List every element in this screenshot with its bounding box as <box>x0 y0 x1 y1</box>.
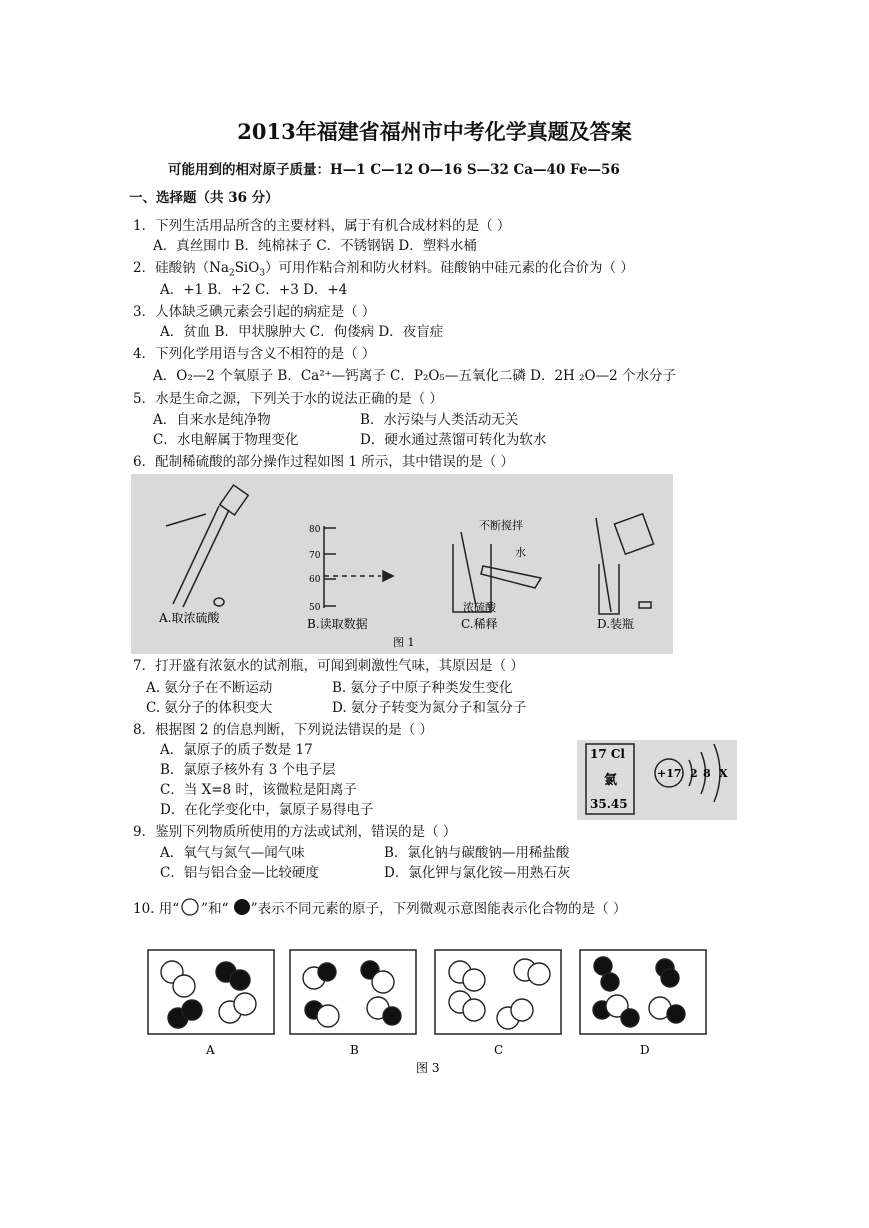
figure-3-label-c: C <box>494 1043 504 1057</box>
black-atom-icon <box>233 898 251 916</box>
molecules-a <box>161 961 256 1028</box>
figure-3-label-d: D <box>640 1043 650 1057</box>
molecules-c <box>449 959 550 1029</box>
question-8-option-a: A．氯原子的质子数是 17 <box>160 742 313 758</box>
figure-1-water-label: 水 <box>515 546 526 559</box>
question-1-options: A．真丝围巾 B．纯棉袜子 C．不锈钢锅 D．塑料水桶 <box>153 238 477 254</box>
question-1: 1．下列生活用品所含的主要材料，属于有机合成材料的是（ ） <box>133 218 511 234</box>
figure-1-tick-50: 50 <box>309 603 321 613</box>
question-10: 10. 用“ ”和“ ”表示不同元素的原子，下列微观示意图能表示化合物的是（ ） <box>133 898 626 919</box>
white-atom-icon <box>179 898 201 916</box>
figure-1-stir-label: 不断搅拌 <box>479 519 523 532</box>
figure-3-label-a: A <box>206 1043 215 1057</box>
question-8: 8．根据图 2 的信息判断，下列说法错误的是（ ） <box>133 722 434 738</box>
figure-3-label-b: B <box>350 1043 359 1057</box>
question-4-options: A．O₂—2 个氧原子 B．Ca²⁺—钙离子 C．P₂O₅—五氧化二磷 D．2H ₂O—2 个水分子 <box>153 368 676 384</box>
figure-1-label-c: C.稀释 <box>461 617 498 631</box>
question-5-option-c: C．水电解属于物理变化 <box>153 432 299 448</box>
question-7: 7．打开盛有浓氨水的试剂瓶，可闻到刺激性气味，其原因是（ ） <box>133 658 524 674</box>
question-7-option-b: B. 氨分子中原子种类发生变化 <box>332 680 513 696</box>
question-9-option-b: B．氯化钠与碳酸钠—用稀盐酸 <box>384 845 570 861</box>
figure-1-background <box>131 474 673 654</box>
question-8-option-b: B．氯原子核外有 3 个电子层 <box>160 762 336 778</box>
question-8-option-d: D．在化学变化中，氯原子易得电子 <box>160 802 374 818</box>
question-4: 4．下列化学用语与含义不相符的是（ ） <box>133 346 376 362</box>
electron-count-1: 2 <box>690 767 698 780</box>
question-3: 3．人体缺乏碘元素会引起的病症是（ ） <box>133 304 376 320</box>
question-5-option-d: D．硬水通过蒸馏可转化为软水 <box>360 432 547 448</box>
section-heading: 一、选择题（共 36 分） <box>129 190 279 206</box>
figure-1-label-d: D.装瓶 <box>597 617 635 631</box>
molecules-d <box>593 957 685 1027</box>
question-5-option-b: B．水污染与人类活动无关 <box>360 412 519 428</box>
question-9-option-a: A．氧气与氮气—闻气味 <box>160 845 305 861</box>
question-9-option-d: D．氯化钾与氯化铵—用熟石灰 <box>384 865 571 881</box>
question-7-option-d: D. 氨分子转变为氮分子和氢分子 <box>332 700 527 716</box>
figure-1 <box>131 474 673 654</box>
element-number: 17 Cl <box>590 747 625 761</box>
question-5-option-a: A．自来水是纯净物 <box>153 412 271 428</box>
figure-1-tick-60: 60 <box>309 575 321 585</box>
question-7-option-c: C. 氨分子的体积变大 <box>146 700 273 716</box>
nucleus-charge: +17 <box>657 767 682 780</box>
question-8-option-c: C．当 X=8 时，该微粒是阳离子 <box>160 782 357 798</box>
figure-1-label-b: B.读取数据 <box>307 617 368 631</box>
figure-1-label-a: A.取浓硫酸 <box>159 611 220 625</box>
page-title: 2013年福建省福州市中考化学真题及答案 <box>237 119 632 144</box>
question-7-option-a: A. 氨分子在不断运动 <box>146 680 273 696</box>
question-5: 5．水是生命之源，下列关于水的说法正确的是（ ） <box>133 391 443 407</box>
figure-1-acid-label: 浓硫酸 <box>463 601 496 614</box>
question-3-options: A．贫血 B．甲状腺肿大 C．佝偻病 D．夜盲症 <box>160 324 444 340</box>
electron-count-3: X <box>719 767 728 780</box>
question-6: 6．配制稀硫酸的部分操作过程如图 1 所示，其中错误的是（ ） <box>133 454 515 470</box>
molecules-b <box>303 961 401 1027</box>
figure-3 <box>140 940 720 1080</box>
figure-1-caption: 图 1 <box>393 636 415 649</box>
atomic-masses: 可能用到的相对原子质量：H—1 C—12 O—16 S—32 Ca—40 Fe—56 <box>168 162 620 178</box>
question-9-option-c: C．铝与铝合金—比较硬度 <box>160 865 319 881</box>
figure-2 <box>577 740 737 820</box>
element-name: 氯 <box>604 773 618 788</box>
figure-3-caption: 图 3 <box>416 1061 440 1075</box>
figure-1-tick-70: 70 <box>309 551 321 561</box>
element-mass: 35.45 <box>590 797 628 811</box>
figure-1-tick-80: 80 <box>309 525 321 535</box>
question-2-options: A．+1 B．+2 C．+3 D．+4 <box>160 282 348 298</box>
question-9: 9．鉴别下列物质所使用的方法或试剂，错误的是（ ） <box>133 824 457 840</box>
electron-count-2: 8 <box>703 767 711 780</box>
question-2: 2．硅酸钠$(Na_2SiO_3)$可用作粘合剂和防火材料。硅酸钠中硅元素的化合价为（ ） <box>133 260 634 279</box>
